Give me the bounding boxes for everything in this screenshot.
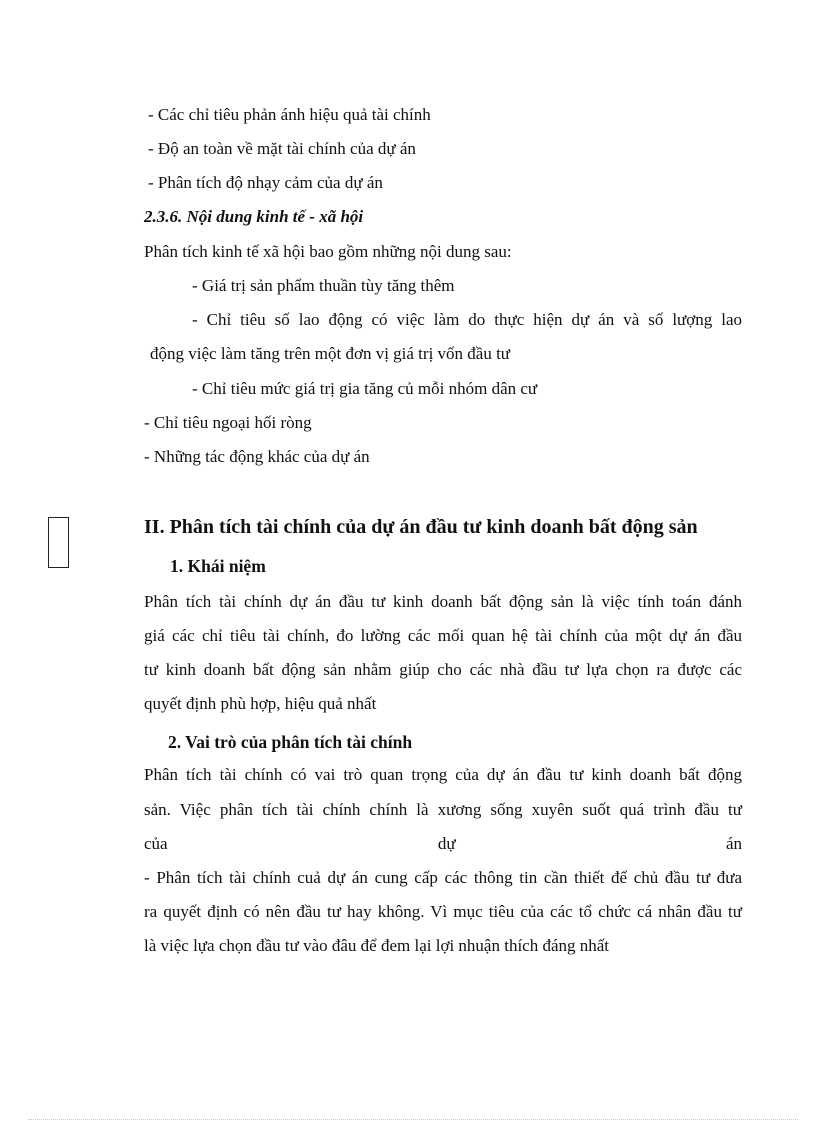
- bullet-financial-indicators: - Các chỉ tiêu phản ánh hiệu quả tài chính: [148, 105, 431, 124]
- role-word-du: dự: [437, 834, 456, 853]
- bullet-sensitivity-analysis: - Phân tích độ nhạy cảm của dự án: [148, 173, 383, 192]
- item-net-product-value: - Giá trị sản phẩm thuần tùy tăng thêm: [192, 276, 455, 295]
- concept-paragraph-line3: tư kinh doanh bất động sản nhằm giúp cho các nhà đầu tư lựa chọn ra được các: [144, 660, 742, 679]
- concept-paragraph-line2: giá các chỉ tiêu tài chính, đo lường các mối quan hệ tài chính của một dự án đầu: [144, 626, 742, 645]
- role-word-an: án: [725, 834, 742, 853]
- role-paragraph2-line1: - Phân tích tài chính cuả dự án cung cấp các thông tin cần thiết để chủ đầu tư đưa: [144, 868, 742, 887]
- bullet-financial-safety: - Độ an toàn về mặt tài chính của dự án: [148, 139, 416, 158]
- role-paragraph-line3: [144, 833, 742, 855]
- item-other-impacts: - Những tác động khác của dự án: [144, 447, 370, 466]
- item-labor-indicator-line1: - Chỉ tiêu số lao động có việc làm do thực hiện dự án và số lượng lao: [192, 310, 742, 329]
- role-word-cua: của: [144, 834, 168, 853]
- page-bottom-divider: [28, 1119, 798, 1120]
- margin-box: [48, 517, 69, 568]
- subsection-concept-heading: 1. Khái niệm: [170, 556, 266, 576]
- section-II-heading: II. Phân tích tài chính của dự án đầu tư kinh doanh bất động sản: [144, 516, 698, 538]
- section-236-intro: Phân tích kinh tế xã hội bao gồm những nội dung sau:: [144, 242, 512, 261]
- role-paragraph-line2: sản. Việc phân tích tài chính chính là xương sống xuyên suốt quá trình đầu tư: [144, 800, 742, 819]
- item-labor-indicator-line2: động việc làm tăng trên một đơn vị giá trị vốn đầu tư: [150, 344, 511, 363]
- section-236-heading: 2.3.6. Nội dung kinh tế - xã hội: [144, 207, 364, 226]
- item-value-added: - Chỉ tiêu mức giá trị gia tăng củ mỗi nhóm dân cư: [192, 379, 538, 398]
- role-paragraph2-line3: là việc lựa chọn đầu tư vào đâu để đem lại lợi nhuận thích đáng nhất: [144, 936, 610, 955]
- subsection-role-heading: 2. Vai trò của phân tích tài chính: [168, 732, 413, 752]
- concept-paragraph-line4: quyết định phù hợp, hiệu quả nhất: [144, 694, 377, 713]
- concept-paragraph-line1: Phân tích tài chính dự án đầu tư kinh doanh bất động sản là việc tính toán đánh: [144, 592, 742, 611]
- role-paragraph2-line2: ra quyết định có nên đầu tư hay không. Vì mục tiêu của các tổ chức cá nhân đầu tư: [144, 902, 742, 921]
- role-paragraph-line1: Phân tích tài chính có vai trò quan trọng của dự án đầu tư kinh doanh bất động: [144, 765, 742, 784]
- item-net-foreign-exchange: - Chỉ tiêu ngoại hối ròng: [144, 413, 312, 432]
